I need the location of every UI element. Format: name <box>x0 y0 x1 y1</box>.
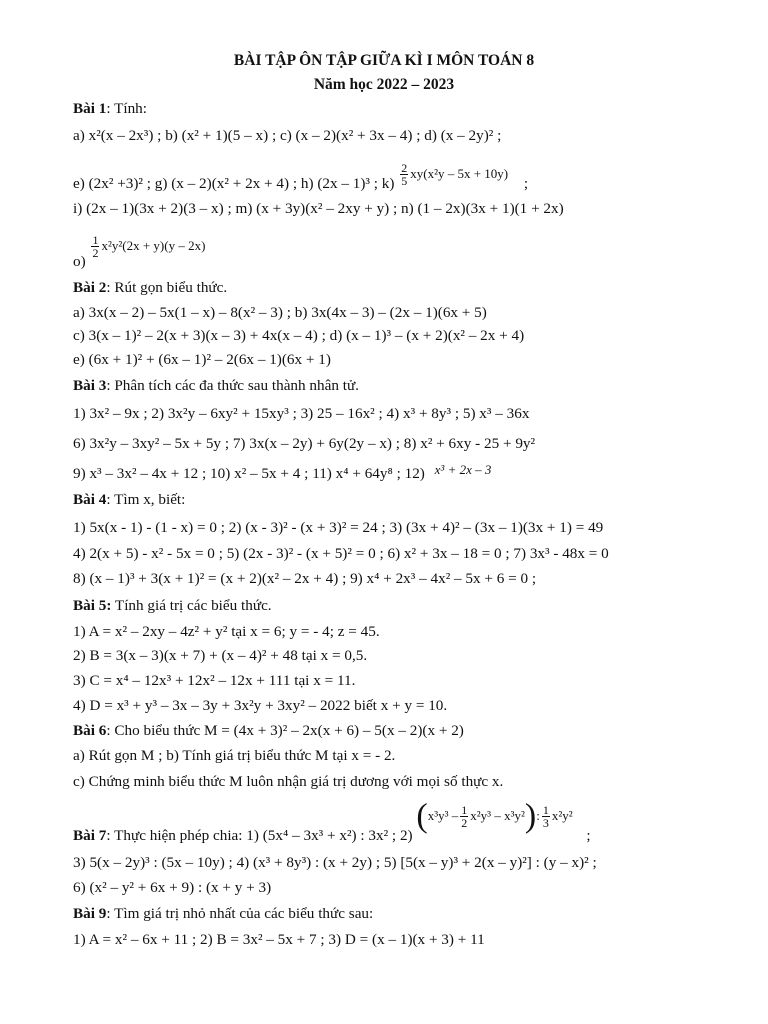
bai9-heading <box>73 904 373 924</box>
bai3-line-12-expr: x³ + 2x – 3 <box>434 462 492 477</box>
bai6-line-a: a) Rút gọn M ; b) Tính giá trị biểu thức M tại x = - 2. <box>73 747 396 764</box>
bai1-line-o <box>73 234 205 270</box>
bai7-p2-b: x²y³ – x³y² <box>470 807 525 823</box>
bai4-heading <box>73 490 185 510</box>
bai7-p2-a: x³y³ – <box>427 807 459 823</box>
bai3-heading <box>73 376 359 396</box>
bai7-heading-text: : Thực hiện phép chia: 1) (5x⁴ – 3x³ + x²) : 3x² ; 2) <box>106 826 413 844</box>
bai4-label: Bài 4 <box>73 491 107 508</box>
bai5-label: Bài 5: <box>73 597 112 614</box>
bai1-label: Bài 1 <box>73 100 107 117</box>
bai9-line-1: 1) A = x² – 6x + 11 ; 2) B = 3x² – 5x + 7 ; 3) D = (x – 1)(x + 3) + 11 <box>73 931 485 948</box>
bai7-p2-fraction2 <box>542 804 550 829</box>
bai5-line-1: 1) A = x² – 2xy – 4z² + y² tại x = 6; y = - 4; z = 45. <box>73 623 380 640</box>
school-year: Năm học 2022 – 2023 <box>313 76 455 93</box>
bai1-line-e <box>73 161 529 197</box>
bai7-p2-div: : <box>536 807 540 823</box>
bai1-o-label: o) <box>73 252 86 270</box>
bai2-line-e: e) (6x + 1)² + (6x – 1)² – 2(6x – 1)(6x + 1) <box>73 351 331 368</box>
bai4-line-1: 1) 5x(x - 1) - (1 - x) = 0 ; 2) (x - 3)² - (x + 3)² = 24 ; 3) (3x + 4)² – (3x – 1)(3x + 1) = 49 <box>73 519 604 536</box>
bai1-k-end: ; <box>523 174 529 192</box>
bai1-heading <box>73 99 147 119</box>
bai7-p2-num: 1 <box>461 803 468 817</box>
bai6-line-c: c) Chứng minh biểu thức M luôn nhận giá trị dương với mọi số thực x. <box>73 773 504 790</box>
bai2-line-a: a) 3x(x – 2) – 5x(1 – x) – 8(x² – 3) ; b) 3x(4x – 3) – (2x – 1)(6x + 5) <box>73 304 487 321</box>
bai2-heading-text: : Rút gọn biểu thức. <box>106 279 228 296</box>
bai1-k-fraction <box>400 162 408 187</box>
bai3-heading-text: : Phân tích các đa thức sau thành nhân tử. <box>106 377 359 394</box>
bai5-heading <box>73 596 272 616</box>
bai5-line-2: 2) B = 3(x – 3)(x + 7) + (x – 4)² + 48 tại x = 0,5. <box>73 647 368 664</box>
bai5-line-4: 4) D = x³ + y³ – 3x – 3y + 3x²y + 3xy² – 2022 biết x + y = 10. <box>73 697 448 714</box>
bai3-line-1: 1) 3x² – 9x ; 2) 3x²y – 6xy² + 15xy³ ; 3) 25 – 16x² ; 4) x³ + 8y³ ; 5) x³ – 36x <box>73 405 530 422</box>
bai7-p2-end: ; <box>586 826 591 844</box>
bai1-k-expr: xy(x²y – 5x + 10y) <box>410 165 509 181</box>
bai6-label: Bài 6 <box>73 722 107 739</box>
bai3-line-6: 6) 3x²y – 3xy² – 5x + 5y ; 7) 3x(x – 2y) + 6y(2y – x) ; 8) x² + 6xy - 25 + 9y² <box>73 435 536 452</box>
bai3-label: Bài 3 <box>73 377 107 394</box>
document-title: BÀI TẬP ÔN TẬP GIỮA KÌ I MÔN TOÁN 8 <box>233 52 535 69</box>
bai7-p2-den: 2 <box>461 816 468 830</box>
bai1-line-e-text: e) (2x² +3)² ; g) (x – 2)(x² + 2x + 4) ; h) (2x – 1)³ ; k) <box>73 174 395 192</box>
bai7-line-3: 3) 5(x – 2y)³ : (5x – 10y) ; 4) (x³ + 8y³) : (x + 2y) ; 5) [5(x – y)³ + 2(x – y)²] : (y – x)² ; <box>73 854 597 871</box>
bai7-heading <box>73 797 591 850</box>
bai3-line-9 <box>73 464 491 484</box>
bai7-p2-fraction1 <box>460 804 468 829</box>
bai2-label: Bài 2 <box>73 279 107 296</box>
bai1-line-i: i) (2x – 1)(3x + 2)(3 – x) ; m) (x + 3y)(x² – 2xy + y) ; n) (1 – 2x)(3x + 1)(1 + 2x) <box>73 200 564 217</box>
bai7-label: Bài 7 <box>73 826 107 844</box>
bai1-o-den: 2 <box>92 246 99 260</box>
bai1-o-num: 1 <box>92 233 99 247</box>
bai2-line-c: c) 3(x – 1)² – 2(x + 3)(x – 3) + 4x(x – 4) ; d) (x – 1)³ – (x + 2)(x² – 2x + 4) <box>73 327 525 344</box>
bai7-heading-wrap <box>73 827 413 844</box>
bai6-heading-text: : Cho biểu thức M = (4x + 3)² – 2x(x + 6) – 5(x – 2)(x + 2) <box>106 722 464 739</box>
bai4-line-4: 4) 2(x + 5) - x² - 5x = 0 ; 5) (2x - 3)² - (x + 5)² = 0 ; 6) x² + 3x – 18 = 0 ; 7) 3x³ - 48x = 0 <box>73 545 609 562</box>
bai1-heading-text: : Tính: <box>106 100 147 117</box>
bai2-heading <box>73 278 227 298</box>
bai7-p2-open-paren: ( <box>416 797 428 835</box>
bai3-line-9-text: 9) x³ – 3x² – 4x + 12 ; 10) x² – 5x + 4 ; 11) x⁴ + 64y⁸ ; 12) <box>73 465 425 482</box>
bai1-o-fraction <box>91 234 99 259</box>
bai7-p2-den2: 3 <box>542 816 549 830</box>
bai4-heading-text: : Tìm x, biết: <box>106 491 186 508</box>
bai7-p2-num2: 1 <box>542 803 549 817</box>
bai5-line-3: 3) C = x⁴ – 12x³ + 12x² – 12x + 111 tại x = 11. <box>73 672 356 689</box>
bai4-line-8: 8) (x – 1)³ + 3(x + 1)² = (x + 2)(x² – 2x + 4) ; 9) x⁴ + 2x³ – 4x² – 5x + 6 = 0 ; <box>73 570 537 587</box>
bai1-o-expr: x²y²(2x + y)(y – 2x) <box>101 237 206 253</box>
bai1-k-den: 5 <box>401 174 408 188</box>
bai9-label: Bài 9 <box>73 905 107 922</box>
bai7-p2-c: x²y² <box>551 807 573 823</box>
bai9-heading-text: : Tìm giá trị nhỏ nhất của các biểu thức sau: <box>106 905 374 922</box>
bai6-heading <box>73 721 464 741</box>
bai1-line-a: a) x²(x – 2x³) ; b) (x² + 1)(5 – x) ; c) (x – 2)(x² + 3x – 4) ; d) (x – 2y)² ; <box>73 127 502 144</box>
bai7-line-6: 6) (x² – y² + 6x + 9) : (x + y + 3) <box>73 879 272 896</box>
bai7-p2-close-paren: ) <box>524 797 537 835</box>
bai5-heading-text: Tính giá trị các biểu thức. <box>111 597 272 614</box>
bai1-k-num: 2 <box>401 161 408 175</box>
